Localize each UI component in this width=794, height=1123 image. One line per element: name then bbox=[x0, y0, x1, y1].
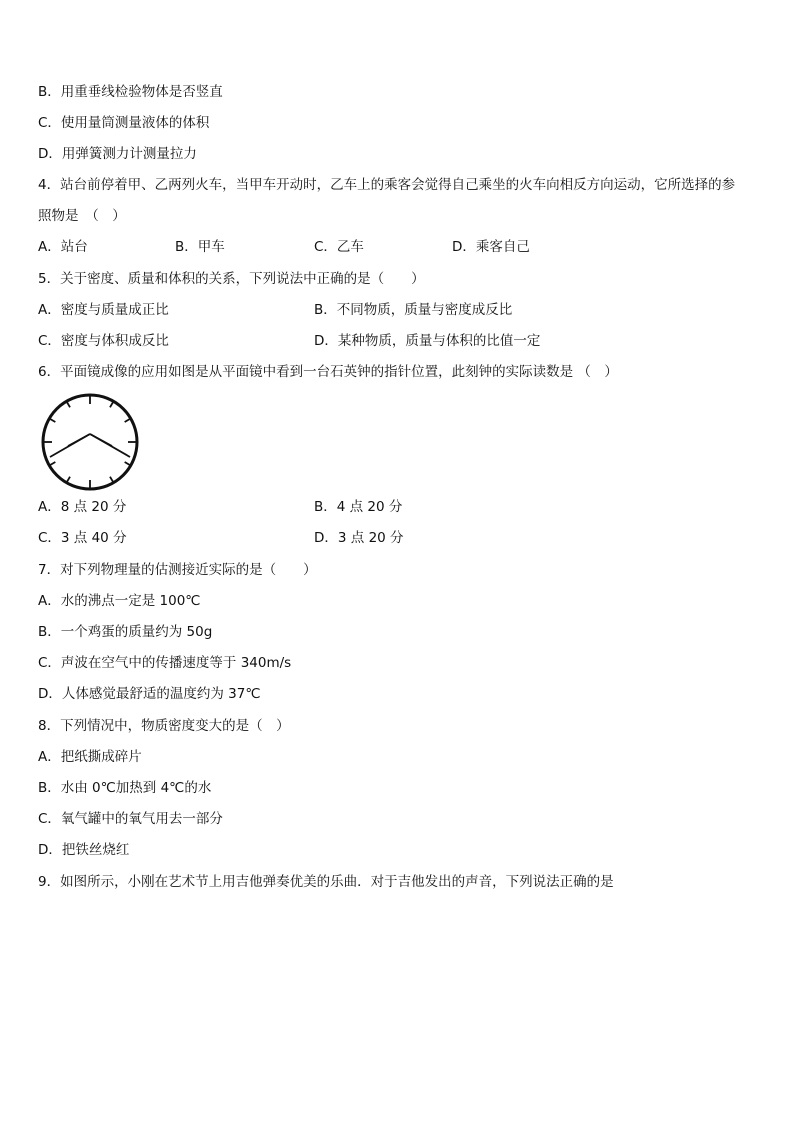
q5-option-b: B．不同物质，质量与密度成反比 bbox=[314, 302, 513, 318]
q5-option-c: C．密度与体积成反比 bbox=[38, 333, 169, 349]
q8-option-c: C．氧气罐中的氧气用去一部分 bbox=[38, 811, 223, 827]
q9-stem: 9．如图所示，小刚在艺术节上用吉他弹奏优美的乐曲．对于吉他发出的声音，下列说法正确的是 bbox=[38, 874, 614, 890]
q7-option-d: D．人体感觉最舒适的温度约为 37℃ bbox=[38, 686, 261, 702]
q5-option-a: A．密度与质量成正比 bbox=[38, 302, 169, 318]
clock-face bbox=[43, 395, 137, 489]
q7-option-b: B．一个鸡蛋的质量约为 50g bbox=[38, 624, 213, 640]
q6-option-a: A．8 点 20 分 bbox=[38, 499, 127, 515]
q4-option-a: A．站台 bbox=[38, 239, 88, 255]
q4-stem-line1: 4．站台前停着甲、乙两列火车，当甲车开动时，乙车上的乘客会觉得自己乘坐的火车向相反方向运动，它所选择的参 bbox=[38, 177, 736, 193]
q5-stem: 5．关于密度、质量和体积的关系，下列说法中正确的是（ ） bbox=[38, 271, 425, 287]
q8-option-d: D．把铁丝烧红 bbox=[38, 842, 130, 858]
q7-stem: 7．对下列物理量的估测接近实际的是（ ） bbox=[38, 562, 317, 578]
q7-option-a: A．水的沸点一定是 100℃ bbox=[38, 593, 201, 609]
q6-stem: 6．平面镜成像的应用如图是从平面镜中看到一台石英钟的指针位置，此刻钟的实际读数是 （ ） bbox=[38, 364, 618, 380]
q4-option-b: B．甲车 bbox=[175, 239, 225, 255]
q5-option-d: D．某种物质，质量与体积的比值一定 bbox=[314, 333, 541, 349]
q4-stem-line2: 照物是 （ ） bbox=[38, 208, 126, 224]
q3-option-d: D．用弹簧测力计测量拉力 bbox=[38, 146, 197, 162]
q7-option-c: C．声波在空气中的传播速度等于 340m/s bbox=[38, 655, 292, 671]
q4-option-d: D．乘客自己 bbox=[452, 239, 530, 255]
q6-option-c: C．3 点 40 分 bbox=[38, 530, 127, 546]
q6-option-b: B．4 点 20 分 bbox=[314, 499, 403, 515]
q8-option-a: A．把纸撕成碎片 bbox=[38, 749, 142, 765]
q8-stem: 8．下列情况中，物质密度变大的是（ ） bbox=[38, 718, 290, 734]
q3-option-b: B．用重垂线检验物体是否竖直 bbox=[38, 84, 223, 100]
q4-option-c: C．乙车 bbox=[314, 239, 364, 255]
q8-option-b: B．水由 0℃加热到 4℃的水 bbox=[38, 780, 212, 796]
q3-option-c: C．使用量筒测量液体的体积 bbox=[38, 115, 210, 131]
clock-figure bbox=[38, 390, 142, 494]
q6-option-d: D．3 点 20 分 bbox=[314, 530, 404, 546]
